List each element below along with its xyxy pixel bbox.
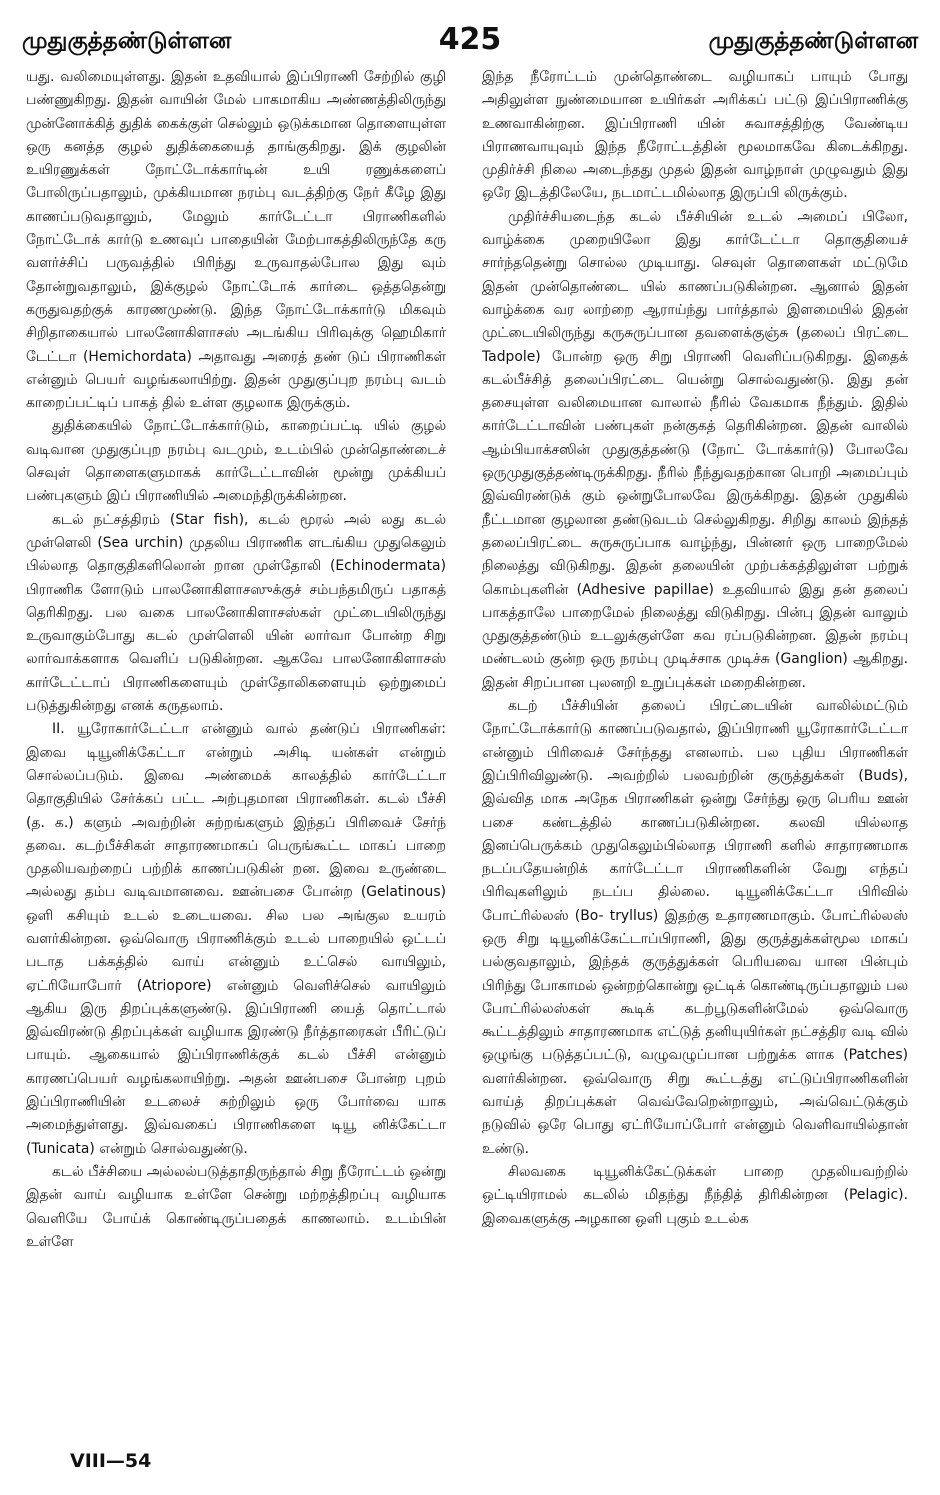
paragraph: சிலவகை டியூனிக்கேட்டுக்கள் பாறை முதலியவற்றில் ஒட்டியிராமல் கடலில் மிதந்து நீந்தித் திரிகின்றன (Pelagic). இவைகளுக்கு அழகான ஒளி புகும் உடல்க xyxy=(482,1163,908,1227)
page-header xyxy=(22,22,918,68)
running-title-right: முதுகுத்தண்டுள்ளன xyxy=(708,28,918,54)
signature-mark: VIII—54 xyxy=(70,1450,152,1472)
right-column xyxy=(482,66,908,1231)
paragraph: முதிர்ச்சியடைந்த கடல் பீச்சியின் உடல் அமைப் பிலோ, வாழ்க்கை முறையிலோ இது கார்டேட்டா தொகுதியைச் சார்ந்ததென்று சொல்ல முடியாது. செவுள் தொளைகள் மட்டுமே இதன் முன்தொண்டை யில் காணப்படுகின்றன. ஆனால் இதன் வாழ்க்கை வர லாற்றை ஆராய்ந்து பார்த்தால் இளமையில் இதன் முட்டையிலிருந்து கருசுருப்பான தவளைக்குஞ்சு (தலைப் பிரட்டை Tadpole) போன்ற ஒரு சிறு பிராணி வெளிப்படுகிறது. இதைக் கடல்பீச்சித் தலைப்பிரட்டை யென்று சொல்வதுண்டு. இது தன் தசையுள்ள வலிமையான வாலால் நீரில் வேகமாக நீந்தும். இதில் கார்டேட்டாவின் பண்புகள் நன்குகத் தெரிகின்றன. இதன் வாலில் ஆம்பியாக்சஸின் முதுகுத்தண்டு (நோட் டோக்கார்டு) போலவே ஒருமுதுகுத்தண்டிருக்கிறது. நீரில் நீந்துவதற்கான பொறி அமைப்பும் இவ்விரண்டுக் கும் ஒன்றுபோலவே இருக்கிறது. இதன் முதுகில் நீட்டமான குழலான தண்டுவடம் செல்லுகிறது. சிறிது காலம் இந்தத் தலைப்பிரட்டை சுருசுருப்பாக வாழ்ந்து, பின்னர் ஒரு பாறைமேல் நிலைத்து விடுகிறது. இதன் தலையின் முற்பக்கத்திலுள்ள பற்றுக் கொம்புகளின் (Adhesive papillae) உதவியால் இது தன் தலைப் பாகத்தாலே பாறைமேல் நிலைத்து விடுகிறது. பின்பு இதன் வாலும் முதுகுத்தண்டும் உடலுக்குள்ளே கவ ரப்படுகின்றன. இதன் நரம்பு மண்டலம் குன்ற ஒரு நரம்பு முடிச்சாக முடிச்சு (Ganglion) ஆகிறது. இதன் சிறப்பான புலனறி உறுப்புக்கள் மறைகின்றன. xyxy=(482,208,908,691)
paragraph: இந்த நீரோட்டம் முன்தொண்டை வழியாகப் பாயும் போது அதிலுள்ள நுண்மையான உயிர்கள் அரிக்கப் பட்டு இப்பிராணிக்கு உணவாகின்றன. இப்பிராணி யின் சுவாசத்திற்கு வேண்டிய பிராணவாயுவும் இந்த நீரோட்டத்தின் மூலமாகவே கிடைக்கிறது. முதிர்ச்சி நிலை அடைந்தது முதல் இதன் வாழ்நாள் முழுவதும் இது ஒரே இடத்திலேயே, நடமாட்டமில்லாத இருப்பி லிருக்கும். xyxy=(482,69,908,202)
paragraph: யது. வலிமையுள்ளது. இதன் உதவியால் இப்பிராணி சேற்றில் குழி பண்ணுகிறது. இதன் வாயின் மேல் பாகமாகிய அண்ணத்திலிருந்து முன்னோக்கித் துதிக் கைக்குள் செல்லும் ஒடுக்கமான தொளையுள்ள ஒரு கனத்த குழல் துதிக்கையைத் தாங்குகிறது. இக் குழலின் உயிரணுக்கள் நோட்டோக்கார்டின் உயி ரணுக்களைப் போலிருப்பதாலும், முக்கியமான நரம்பு வடத்திற்கு நேர் கீழே இது காணப்படுவதாலும், மேலும் கார்டேட்டா பிராணிகளில் நோட்டோக் கார்டு உணவுப் பாதையின் மேற்பாகத்திலிருந்தே கரு வளர்ச்சிப் பருவத்தில் பிரிந்து உருவாதல்போல இது வும் தோன்றுவதாலும், இக்குழல் நோட்டோக் கார்டை ஒத்ததென்று கருதுவதற்குக் காரணமுண்டு. இந்த நோட்டோக்கார்டு மிகவும் சிறிதாகையால் பாலனோகிளாசஸ் அடங்கிய பிரிவுக்கு ஹெமிகார் டேட்டா (Hemichordata) அதாவது அரைத் தண் டுப் பிராணிகள் என்னும் பெயர் வழங்கலாயிற்று. இதன் முதுகுப்புற நரம்பு வடம் காறைப்பட்டிப் பாகத் தில் உள்ள குழலாக இருக்கும். xyxy=(26,69,446,412)
left-column xyxy=(26,66,446,1254)
paragraph: கடல் நட்சத்திரம் (Star fish), கடல் மூரல் அல் லது கடல் முள்ளெலி (Sea urchin) முதலிய பிராணிக ளடங்கிய முதுகெலும் பில்லாத தொகுதிகளிலொன் றான முள்தோலி (Echinodermata) பிராணிக ளோடும் பாலனோகிளாசஸுக்குச் சம்பந்தமிருப் பதாகத் தெரிகிறது. பல வகை பாலனோகிளாசஸ்கள் முட்டையிலிருந்து உருவாகும்போது கடல் முள்ளெலி யின் லார்வா போன்ற சிறு லார்வாக்களாக வெளிப் படுகின்றன. ஆகவே பாலனோகிளாசஸ் கார்டேட்டாப் பிராணிகளையும் முள்தோலிகளையும் ஒற்றுமைப் படுத்துகின்றது எனக் கருதலாம். xyxy=(26,511,446,715)
page-number: 425 xyxy=(438,22,502,57)
paragraph: துதிக்கையில் நோட்டோக்கார்டும், காறைப்பட்டி யில் குழல் வடிவான முதுகுப்புற நரம்பு வடமும், உடம்பில் முன்தொண்டைச் செவுள் தொளைகளுமாகக் கார்டேட்டாவின் மூன்று முக்கியப் பண்புகளும் இப் பிராணியில் அமைந்திருக்கின்றன. xyxy=(26,418,446,505)
paragraph: கடல் பீச்சியை அல்லல்படுத்தாதிருந்தால் சிறு நீரோட்டம் ஒன்று இதன் வாய் வழியாக உள்ளே சென்று மற்றத்திறப்பு வழியாக வெளியே போய்க் கொண்டிருப்பதைக் காணலாம். உடம்பின் உள்ளே xyxy=(26,1163,446,1250)
paragraph: II. யூரோகார்டேட்டா என்னும் வால் தண்டுப் பிராணிகள்: இவை டியூனிக்கேட்டா என்றும் அசிடி யன்கள் என்றும் சொல்லப்படும். இவை அண்மைக் காலத்தில் கார்டேட்டா தொகுதியில் சேர்க்கப் பட்ட அற்புதமான பிராணிகள். கடல் பீச்சி (த. க.) களும் அவற்றின் சுற்றங்களும் இந்தப் பிரிவைச் சேர்ந் தவை. கடற்பீச்சிகள் சாதாரணமாகப் பெருங்கூட்ட மாகப் பாறை முதலியவற்றைப் பற்றிக் காணப்படுகின் றன. இவை உருண்டை அல்லது தம்ப வடிவமானவை. ஊன்பசை போன்ற (Gelatinous) ஒளி கசியும் உடல் உடையவை. சில பல அங்குல உயரம் வளர்கின்றன. ஒவ்வொரு பிராணிக்கும் உடல் பாறையில் ஒட்டப் படாத பக்கத்தில் வாய் என்னும் உட்செல் வாயிலும், ஏட்ரியோபோர் (Atriopore) என்னும் வெளிச்செல் வாயிலும் ஆகிய இரு திறப்புக்களுண்டு. இப்பிராணி யைத் தொட்டால் இவ்விரண்டு திறப்புக்கள் வழியாக இரண்டு நீர்த்தாரைகள் பீரிட்டுப் பாயும். ஆகையால் இப்பிராணிக்குக் கடல் பீச்சி என்னும் காரணப்பெயர் வழங்கலாயிற்று. அதன் ஊன்பசை போன்ற புறம் இப்பிராணியின் உடலைச் சுற்றிலும் ஒரு போர்வை யாக அமைந்துள்ளது. இவ்வகைப் பிராணிகளை டியூ னிக்கேட்டா (Tunicata) என்றும் சொல்வதுண்டு. xyxy=(26,721,446,1157)
paragraph: கடற் பீச்சியின் தலைப் பிரட்டையின் வாலில்மட்டும் நோட்டோக்கார்டு காணப்படுவதால், இப்பிராணி யூரோகார்டேட்டா என்னும் பிரிவைச் சேர்ந்தது எனலாம். பல புதிய பிராணிகள் இப்பிரிவிலுண்டு. அவற்றில் பலவற்றின் குருத்துக்கள் (Buds), இவ்வித மாக அநேக பிராணிகள் ஒன்று சேர்ந்து ஒரு பெரிய ஊன் பசை கண்டத்தில் காணப்படுகின்றன. கலவி யில்லாத இனப்பெருக்கம் முதுகெலும்பில்லாத பிராணி களில் சாதாரணமாக நடப்பதேயன்றிக் கார்டேட்டா பிராணிகளின் வேறு எந்தப் பிரிவுகளிலும் நடப்ப தில்லை. டியூனிக்கேட்டா பிரிவில் போட்ரில்லஸ் (Bo- tryllus) இதற்கு உதாரணமாகும். போட்ரில்லஸ் ஒரு சிறு டியூனிக்கேட்டாப்பிராணி, இது குருத்துக்கள்மூல மாகப் பல்குவதாலும், இந்தக் குருத்துக்கள் பெரியவை யான பின்பும் பிரிந்து போகாமல் ஒன்றற்கொன்று ஒட்டிக் கொண்டிருப்பதாலும் பல போட்ரில்லஸ்கள் கூடிக் கடற்பூடுகளின்மேல் ஒவ்வொரு கூட்டத்திலும் சாதாரணமாக எட்டுத் தனியுயிர்கள் நட்சத்திர வடி வில் ஒழுங்கு படுத்தப்பட்டு, வழுவழுப்பான பற்றுக்க ளாக (Patches) வளர்கின்றன. ஒவ்வொரு சிறு கூட்டத்து எட்டுப்பிராணிகளின் வாய்த் திறப்புக்கள் வெவ்வேறென்றாலும், அவ்வெட்டுக்கும் நடுவில் ஒரே பொது ஏட்ரியோப்போர் என்னும் வெளிவாயில்தான் உண்டு. xyxy=(482,698,908,1157)
running-title-left: முதுகுத்தண்டுள்ளன xyxy=(22,28,232,54)
